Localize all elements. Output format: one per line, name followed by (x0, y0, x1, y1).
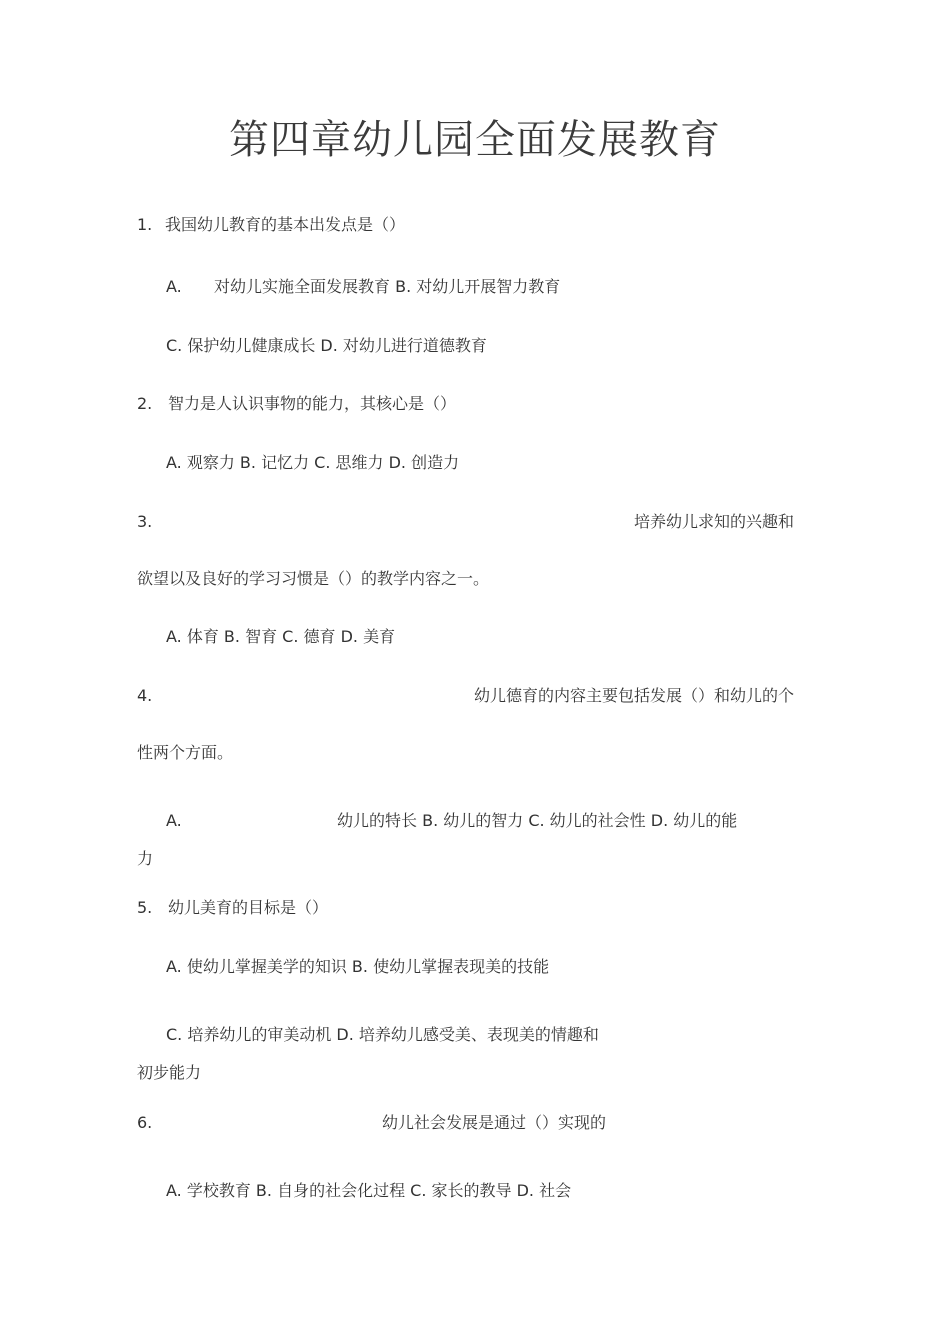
q4-options-line1: 幼儿的特长 B. 幼儿的智力 C. 幼儿的社会性 D. 幼儿的能 (337, 811, 738, 830)
q4-stem-part1: 幼儿德育的内容主要包括发展（）和幼儿的个 (474, 686, 795, 705)
q5-number: 5. (137, 898, 153, 917)
q3-stem-part1: 培养幼儿求知的兴趣和 (634, 512, 795, 531)
q2-number: 2. (137, 394, 153, 413)
q1-options-line2: C. 保护幼儿健康成长 D. 对幼儿进行道德教育 (166, 336, 487, 355)
q1-options-line1: 对幼儿实施全面发展教育 B. 对幼儿开展智力教育 (214, 277, 561, 296)
q5-options-wrap: 初步能力 (137, 1063, 202, 1082)
q4-stem-part2: 性两个方面。 (137, 743, 234, 762)
page-title: 第四章幼儿园全面发展教育 (229, 117, 721, 163)
q4-options-wrap: 力 (137, 849, 154, 868)
q4-number: 4. (137, 686, 153, 705)
q3-number: 3. (137, 512, 153, 531)
q6-stem: 幼儿社会发展是通过（）实现的 (382, 1113, 607, 1132)
q2-options-line1: A. 观察力 B. 记忆力 C. 思维力 D. 创造力 (166, 453, 460, 472)
q3-options-line1: A. 体育 B. 智育 C. 德育 D. 美育 (166, 627, 396, 646)
q3-stem-part2: 欲望以及良好的学习习惯是（）的教学内容之一。 (137, 569, 490, 588)
q1-stem: 我国幼儿教育的基本出发点是（） (165, 215, 406, 234)
q5-options-line1: A. 使幼儿掌握美学的知识 B. 使幼儿掌握表现美的技能 (166, 957, 550, 976)
q2-stem: 智力是人认识事物的能力，其核心是（） (168, 394, 457, 413)
q5-stem: 幼儿美育的目标是（） (168, 898, 329, 917)
q5-options-line2: C. 培养幼儿的审美动机 D. 培养幼儿感受美、表现美的情趣和 (166, 1025, 599, 1044)
q6-number: 6. (137, 1113, 153, 1132)
q6-options-line1: A. 学校教育 B. 自身的社会化过程 C. 家长的教导 D. 社会 (166, 1181, 572, 1200)
q1-number: 1. (137, 215, 153, 234)
q1-options-label: A. (166, 277, 182, 296)
q4-options-label: A. (166, 811, 182, 830)
